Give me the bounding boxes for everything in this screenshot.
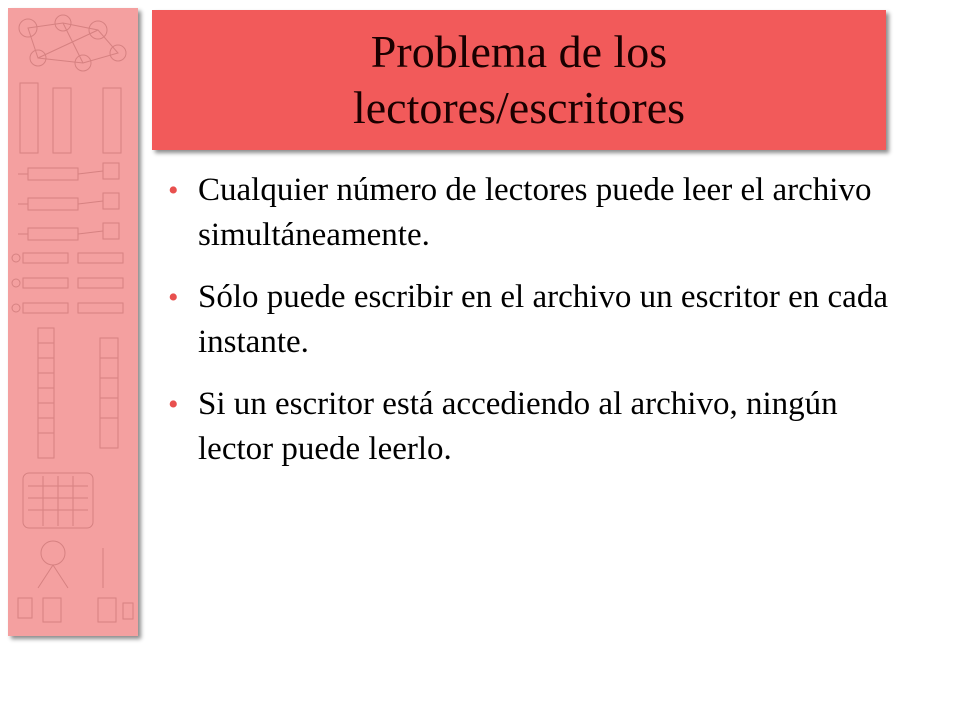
title-box [152, 10, 886, 150]
bullet-item [168, 275, 908, 365]
decorative-side-strip [8, 8, 138, 636]
bullet-text: Si un escritor está accediendo al archivo, ningún lector puede leerlo. [198, 386, 838, 467]
bullet-item [168, 382, 908, 472]
slide-title: Problema de los lectores/escritores [352, 26, 686, 133]
decorative-diagram [8, 8, 138, 636]
bullet-text: Sólo puede escribir en el archivo un escritor en cada instante. [198, 279, 888, 360]
bullet-item [168, 168, 908, 258]
bullet-list [168, 168, 908, 489]
bullet-text: Cualquier número de lectores puede leer el archivo simultáneamente. [198, 172, 872, 253]
bullet-icon: • [168, 174, 179, 207]
bullet-icon: • [168, 388, 179, 421]
bullet-icon: • [168, 281, 179, 314]
